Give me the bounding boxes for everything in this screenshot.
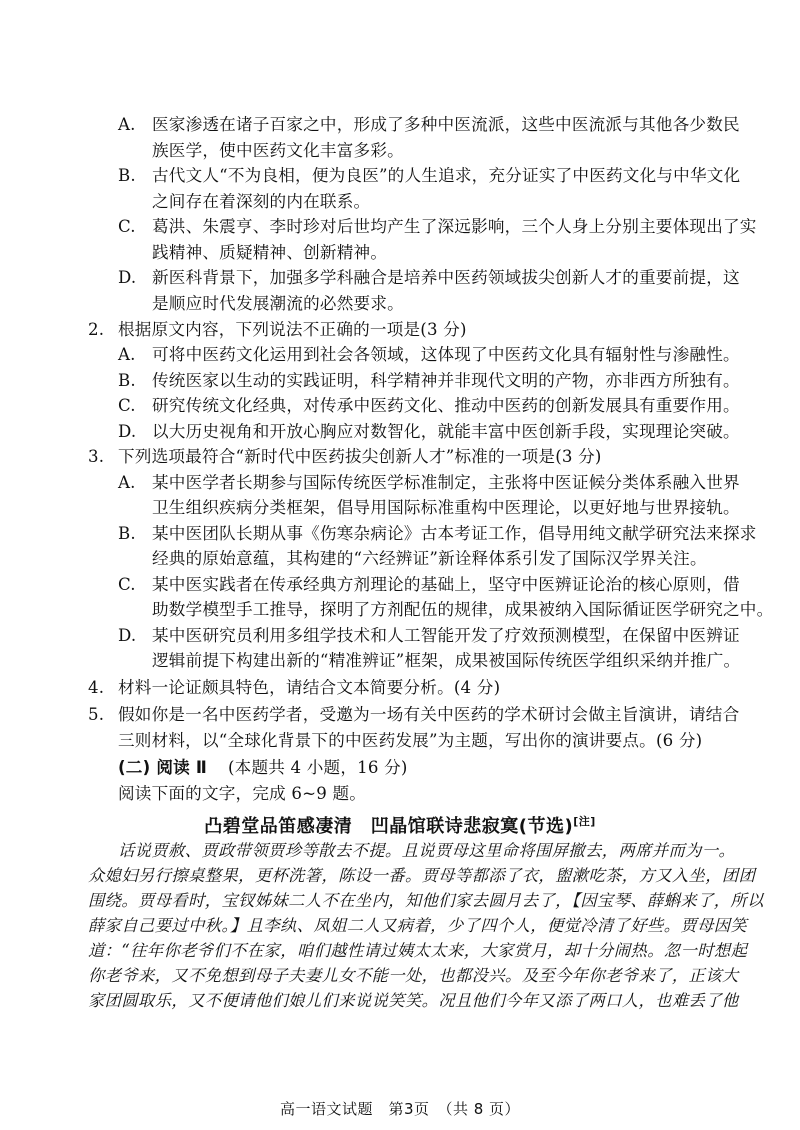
passage-line: 话说贾赦、贾政带领贾珍等散去不提。且说贾母这里命将围屏撤去，两席并而为一。 — [118, 841, 736, 860]
passage-title-text: 凸碧堂品笛感凄清 凹晶馆联诗悲寂寞(节选) — [204, 816, 574, 837]
option-text-line: 卫生组织疾病分类框架，倡导用国际标准重构中医理论，以更好地与世界接轨。 — [152, 498, 740, 517]
option-label: C. — [118, 396, 136, 415]
question-stem: 材料一论证颇具特色，请结合文本简要分析。(4 分) — [118, 678, 501, 697]
question-stem: 根据原文内容，下列说法不正确的一项是(3 分) — [118, 320, 467, 339]
section-instruction: 阅读下面的文字，完成 6~9 题。 — [118, 784, 367, 803]
option-text-line: 传统医家以生动的实践证明，科学精神并非现代文明的产物，亦非西方所独有。 — [152, 371, 740, 390]
option-label: A. — [118, 473, 136, 492]
option-label: B. — [118, 371, 136, 390]
question-number: 2. — [88, 320, 105, 339]
option-text-line: 某中医研究员利用多组学技术和人工智能开发了疗效预测模型，在保留中医辨证 — [152, 626, 740, 645]
option-text-line: 医家渗透在诸子百家之中，形成了多种中医流派，这些中医流派与其他各少数民 — [152, 115, 740, 134]
passage-title — [0, 812, 800, 838]
option-text-line: 之间存在着深刻的内在联系。 — [152, 192, 371, 211]
option-label: A. — [118, 115, 136, 134]
option-text-line: 助数学模型手工推导，探明了方剂配伍的规律，成果被纳入国际循证医学研究之中。 — [152, 600, 774, 619]
section-note: (本题共 4 小题，16 分) — [228, 758, 408, 777]
passage-line: 薛家自己要过中秋。】且李纨、凤姐二人又病着，少了四个人，便觉冷清了好些。贾母因笑 — [88, 916, 748, 935]
option-text-line: 以大历史视角和开放心胸应对数智化，就能丰富中医创新手段，实现理论突破。 — [152, 422, 740, 441]
option-text-line: 某中医学者长期参与国际传统医学标准制定，主张将中医证候分类体系融入世界 — [152, 473, 740, 492]
passage-line: 众媳妇另行擦桌整果，更杯洗箸，陈设一番。贾母等都添了衣，盥漱吃茶，方又入坐，团团 — [88, 866, 756, 885]
question-stem: 下列选项最符合“新时代中医药拔尖创新人才”标准的一项是(3 分) — [118, 447, 602, 466]
option-label: B. — [118, 524, 136, 543]
option-text-line: 族医学，使中医药文化丰富多彩。 — [152, 141, 404, 160]
question-stem: 假如你是一名中医药学者，受邀为一场有关中医药的学术研讨会做主旨演讲，请结合 — [118, 705, 740, 724]
question-number: 4. — [88, 678, 105, 697]
footnote-mark: [注] — [573, 815, 596, 828]
section-title: (二) 阅读 Ⅱ — [118, 758, 208, 777]
option-text-line: 某中医团队长期从事《伤寒杂病论》古本考证工作，倡导用纯文献学研究法来探求 — [152, 524, 757, 543]
passage-line: 家团圆取乐，又不便请他们娘儿们来说说笑笑。况且他们今年又添了两口人，也难丢了他 — [88, 991, 739, 1010]
option-label: B. — [118, 166, 136, 185]
page-footer: 高一语文试题 第3页 （共 8 页） — [279, 1100, 521, 1118]
option-text-line: 是顺应时代发展潮流的必然要求。 — [152, 294, 404, 313]
option-label: C. — [118, 217, 136, 236]
passage-line: 围绕。贾母看时，宝钗姊妹二人不在坐内，知他们家去圆月去了，【因宝琴、薛蝌来了，所以 — [88, 891, 764, 910]
option-label: A. — [118, 345, 136, 364]
option-text-line: 可将中医药文化运用到社会各领域，这体现了中医药文化具有辐射性与渗融性。 — [152, 345, 740, 364]
option-label: D. — [118, 626, 137, 645]
option-text-line: 逻辑前提下构建出新的“精准辨证”框架，成果被国际传统医学组织采纳并推广。 — [152, 651, 741, 670]
option-label: D. — [118, 268, 137, 287]
option-text-line: 某中医实践者在传承经典方剂理论的基础上，坚守中医辨证论治的核心原则，借 — [152, 575, 740, 594]
option-text-line: 经典的原始意蕴，其构建的“六经辨证”新诠释体系引发了国际汉学界关注。 — [152, 549, 707, 568]
option-text-line: 研究传统文化经典，对传承中医药文化、推动中医药的创新发展具有重要作用。 — [152, 396, 740, 415]
option-text-line: 古代文人“不为良相，便为良医”的人生追求，充分证实了中医药文化与中华文化 — [152, 166, 741, 185]
question-stem: 三则材料，以“全球化背景下的中医药发展”为主题，写出你的演讲要点。(6 分) — [118, 731, 703, 750]
option-text-line: 葛洪、朱震亨、李时珍对后世均产生了深远影响，三个人身上分别主要体现出了实 — [152, 217, 757, 236]
question-number: 5. — [88, 705, 105, 724]
passage-line: 道：“往年你老爷们不在家，咱们越性请过姨太太来，大家赏月，却十分闹热。忽一时想起 — [88, 941, 748, 960]
passage-line: 你老爷来，又不免想到母子夫妻儿女不能一处，也都没兴。及至今年你老爷来了，正该大 — [88, 966, 739, 985]
option-label: C. — [118, 575, 136, 594]
option-label: D. — [118, 422, 137, 441]
option-text-line: 新医科背景下，加强多学科融合是培养中医药领域拔尖创新人才的重要前提，这 — [152, 268, 740, 287]
question-number: 3. — [88, 447, 105, 466]
option-text-line: 践精神、质疑精神、创新精神。 — [152, 243, 388, 262]
